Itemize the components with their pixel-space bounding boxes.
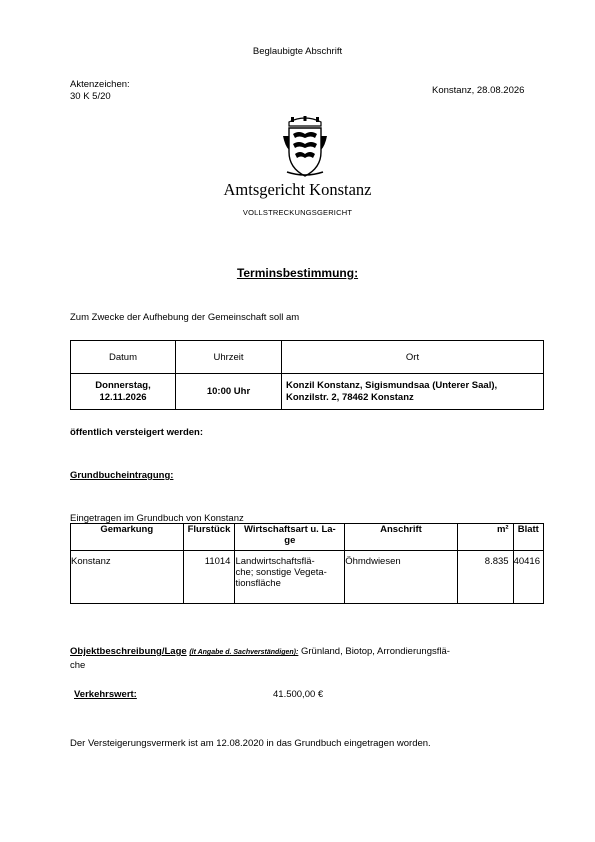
- cell-gemarkung: Konstanz: [71, 551, 184, 604]
- cell-flurstueck: 11014: [183, 551, 235, 604]
- col-flurstueck: Flurstück: [183, 524, 235, 551]
- cell-anschrift: Öhmdwiesen: [345, 551, 458, 604]
- col-datum: Datum: [71, 341, 176, 374]
- termin-date: 12.11.2026: [99, 391, 147, 403]
- col-wirtschaftsart: [235, 524, 345, 551]
- aktenzeichen-label: Aktenzeichen:: [70, 79, 130, 90]
- document-title: Terminsbestimmung:: [236, 266, 359, 280]
- court-name: Amtsgericht Konstanz: [223, 180, 372, 199]
- coat-of-arms-icon: [283, 116, 327, 178]
- termin-uhrzeit: 10:00 Uhr: [176, 374, 282, 410]
- termin-header-row: [71, 341, 544, 374]
- intro-text: Zum Zwecke der Aufhebung der Gemeinschaft soll am: [70, 312, 300, 323]
- termin-weekday: Donnerstag,: [95, 379, 151, 391]
- vermerk-text: Der Versteigerungsvermerk ist am 12.08.2020 in das Grundbuch eingetragen worden.: [70, 738, 431, 749]
- termin-ort-line2: Konzilstr. 2, 78462 Konstanz: [286, 391, 414, 403]
- cell-qm: 8.835: [457, 551, 513, 604]
- grundbuch-heading: Grundbucheintragung:: [70, 470, 174, 481]
- cell-wirtschaftsart-line3: tionsfläche: [235, 578, 281, 589]
- col-ort: Ort: [282, 341, 544, 374]
- col-uhrzeit: Uhrzeit: [176, 341, 282, 374]
- objekt-block: [70, 645, 540, 672]
- grundbuch-data-row: [71, 551, 544, 604]
- col-wirtschaftsart-line1: Wirtschaftsart u. La-: [243, 524, 336, 535]
- cell-wirtschaftsart-line2: che; sonstige Vegeta-: [235, 567, 327, 578]
- objekt-note: (lt Angabe d. Sachverständigen):: [189, 649, 299, 656]
- col-qm: m²: [457, 524, 513, 551]
- aktenzeichen-value: 30 K 5/20: [70, 91, 111, 102]
- termin-table: [70, 340, 544, 410]
- grundbuch-table: [70, 523, 544, 604]
- aktenzeichen-block: [70, 79, 130, 103]
- objekt-text-line2: che: [70, 660, 86, 671]
- col-anschrift: Anschrift: [345, 524, 458, 551]
- col-blatt: Blatt: [513, 524, 543, 551]
- grundbuch-header-row: [71, 524, 544, 551]
- verkehrswert-label: Verkehrswert:: [74, 689, 137, 700]
- termin-ort: [282, 374, 544, 410]
- cell-blatt: 40416: [513, 551, 543, 604]
- court-division: VOLLSTRECKUNGSGERICHT: [242, 208, 353, 217]
- objekt-text-line1: Grünland, Biotop, Arrondierungsflä-: [301, 646, 450, 657]
- grundbuch-intro: Eingetragen im Grundbuch von Konstanz: [70, 513, 244, 524]
- cell-wirtschaftsart-line1: Landwirtschaftsflä-: [235, 556, 315, 567]
- col-gemarkung: Gemarkung: [71, 524, 184, 551]
- termin-data-row: [71, 374, 544, 410]
- col-wirtschaftsart-line2: ge: [284, 535, 296, 546]
- cell-wirtschaftsart: [235, 551, 345, 604]
- verkehrswert-value: 41.500,00 €: [273, 689, 324, 700]
- place-date: Konstanz, 28.08.2026: [432, 85, 525, 96]
- copy-note: Beglaubigte Abschrift: [252, 46, 343, 57]
- termin-ort-line1: Konzil Konstanz, Sigismundsaa (Unterer Saal),: [286, 379, 498, 391]
- objekt-label: Objektbeschreibung/Lage: [70, 646, 187, 657]
- termin-datum: [71, 374, 176, 410]
- auction-statement: öffentlich versteigert werden:: [70, 427, 204, 438]
